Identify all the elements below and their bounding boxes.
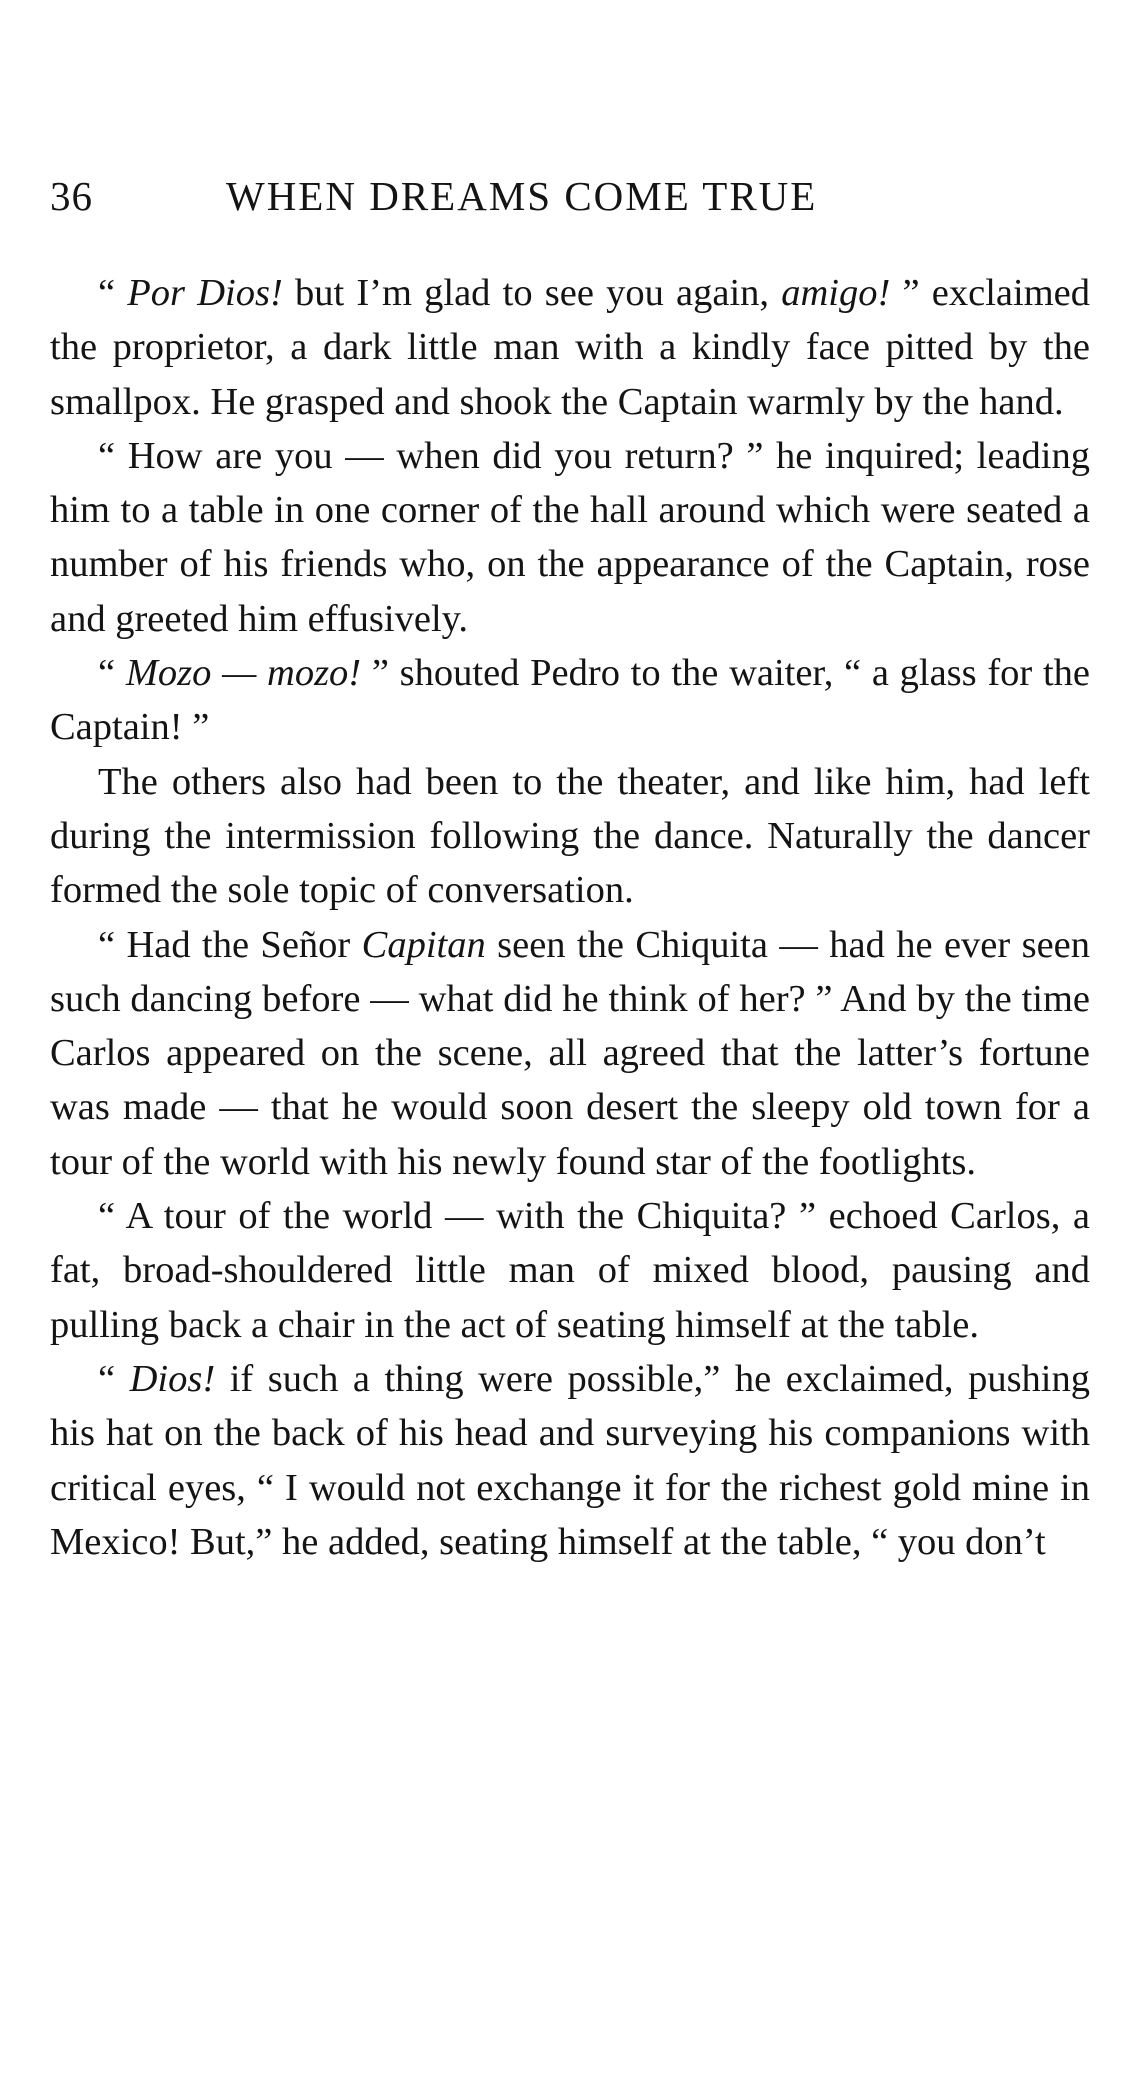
text-run: if such a thing were possible,” he exclaimed, pushing his hat on the back of his head and surveying his companions with critical eyes, “ I would not exchange it for the richest gold mine in Mexico! But,” he added, seating himself at the table, “ you don’t (50, 1357, 1090, 1563)
italic-text: Por Dios! (127, 272, 283, 314)
paragraph (50, 1189, 1090, 1352)
text-run: “ How are you — when did you return? ” he inquired; leading him to a table in one corner of the hall around which were seated a number of his friends who, on the appearance of the Captain, rose and greeted him effusively. (50, 434, 1090, 640)
text-run: but I’m glad to see you again, (282, 272, 782, 314)
paragraph (50, 918, 1090, 1189)
italic-text: Mozo — mozo! (125, 652, 362, 695)
paragraph (50, 429, 1090, 646)
body-text (50, 266, 1090, 1569)
paragraph (50, 755, 1090, 918)
page-number: 36 (50, 173, 93, 219)
text-run: seen the Chiquita — had he ever seen such dancing before — what did he think of her? ” And by the time Carlos appeared on the scene, all agreed that the latter’s fortune was made — that he would soon desert the sleepy old town for a tour of the world with his newly found star of the footlights. (50, 923, 1090, 1183)
text-run: ” shouted Pedro to the waiter, “ a glass for the Captain! ” (50, 652, 1090, 749)
paragraph (50, 266, 1090, 429)
text-run: The others also had been to the theater, and like him, had left during the intermission following the dance. Naturally the dancer formed the sole topic of conversation. (50, 760, 1090, 912)
running-title: WHEN DREAMS COME TRUE (226, 173, 818, 219)
text-run: “ A tour of the world — with the Chiquita? ” echoed Carlos, a fat, broad-shouldered little man of mixed blood, pausing and pulling back a chair in the act of seating himself at the table. (50, 1195, 1090, 1346)
text-run: ” exclaimed the proprietor, a dark little man with a kindly face pitted by the smallpox. He grasped and shook the Captain warmly by the hand. (50, 272, 1090, 423)
paragraph (50, 646, 1090, 755)
text-run: “ Had the Señor (98, 923, 362, 966)
paragraph (50, 1352, 1090, 1569)
text-run: “ (98, 1357, 130, 1400)
italic-text: amigo! (781, 272, 891, 314)
running-head (50, 172, 1090, 232)
italic-text: Capitan (361, 923, 486, 966)
italic-text: Dios! (129, 1357, 216, 1400)
text-run: “ (98, 272, 128, 314)
text-run: “ (98, 652, 126, 695)
